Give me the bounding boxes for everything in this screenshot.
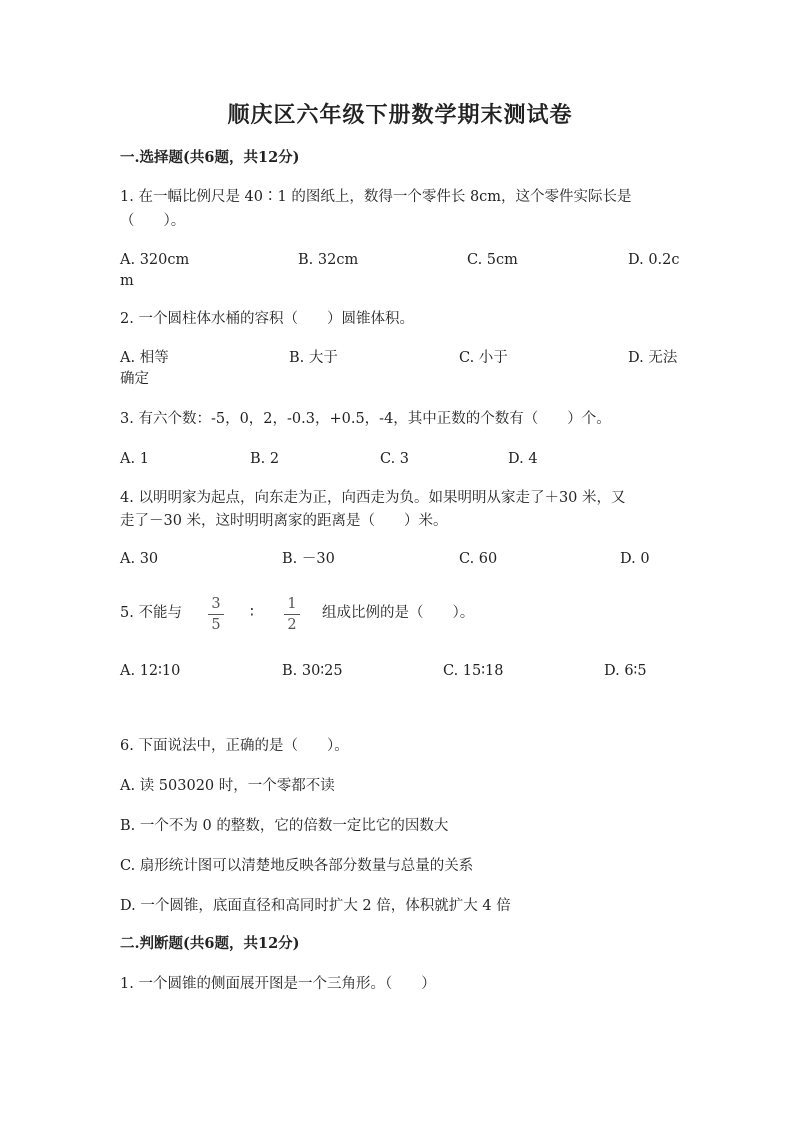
fraction-denominator: 2 [287,617,297,633]
fraction-one-half [282,595,302,634]
question-5-option-d: D. 6∶5 [604,663,647,679]
question-1-option-d-wrap: m [120,273,134,289]
question-5-option-a: A. 12∶10 [120,663,181,679]
question-4-stem: 4. 以明明家为起点，向东走为正，向西走为负。如果明明从家走了＋30 米，又 [120,490,626,506]
question-3-stem: 3. 有六个数：-5，0，2，-0.3，+0.5，-4，其中正数的个数有（ ）个。 [120,411,611,427]
question-6-option-b: B. 一个不为 0 的整数，它的倍数一定比它的因数大 [120,818,449,834]
question-4-option-b: B. －30 [282,551,335,567]
question-6-stem: 6. 下面说法中，正确的是（ ）。 [120,738,349,754]
question-3-option-d: D. 4 [508,451,538,467]
question-5-option-b: B. 30∶25 [282,663,343,679]
question-2-stem: 2. 一个圆柱体水桶的容积（ ）圆锥体积。 [120,311,414,327]
question-5-option-c: C. 15∶18 [443,663,504,679]
question-4-option-a: A. 30 [120,551,159,567]
question-2-option-a: A. 相等 [120,350,169,366]
question-2-option-d-wrap: 确定 [120,371,149,387]
fraction-numerator: 1 [287,596,297,612]
question-2-option-d: D. 无法 [628,350,678,366]
question-3-option-b: B. 2 [250,451,280,467]
question-4-option-d: D. 0 [620,551,650,567]
question-1-option-c: C. 5cm [467,252,518,268]
section-heading-choice: 一.选择题(共6题，共12分) [120,149,300,166]
question-1-stem: 1. 在一幅比例尺是 40∶1 的图纸上，数得一个零件长 8cm，这个零件实际长是 [120,189,632,205]
question-4-option-c: C. 60 [459,551,498,567]
ratio-colon: ∶ [250,605,254,621]
fraction-denominator: 5 [211,617,221,633]
question-3-option-c: C. 3 [380,451,410,467]
fraction-bar [284,614,300,615]
question-6-option-c: C. 扇形统计图可以清楚地反映各部分数量与总量的关系 [120,858,474,874]
judgement-question-1-stem: 1. 一个圆锥的侧面展开图是一个三角形。（ ） [120,976,436,992]
fraction-numerator: 3 [211,596,221,612]
question-6-option-d: D. 一个圆锥，底面直径和高同时扩大 2 倍，体积就扩大 4 倍 [120,898,511,914]
fraction-bar [208,614,224,615]
question-4-stem-line2: 走了－30 米，这时明明离家的距离是（ ）米。 [120,513,448,529]
question-2-option-c: C. 小于 [459,350,508,366]
question-1-option-a: A. 320cm [120,252,190,268]
section-heading-judgement: 二.判断题(共6题，共12分) [120,935,300,952]
question-2-option-b: B. 大于 [289,350,338,366]
fraction-three-fifths [206,595,226,634]
question-6-option-a: A. 读 503020 时，一个零都不读 [120,778,335,794]
question-1-option-d: D. 0.2c [628,252,680,268]
question-1-option-b: B. 32cm [298,252,359,268]
question-5-stem-suffix: 组成比例的是（ ）。 [322,605,475,621]
question-3-option-a: A. 1 [120,451,149,467]
question-1-stem-line2: （ ）。 [120,213,186,229]
page-title: 顺庆区六年级下册数学期末测试卷 [227,102,573,128]
question-5-stem-prefix: 5. 不能与 [120,605,182,621]
